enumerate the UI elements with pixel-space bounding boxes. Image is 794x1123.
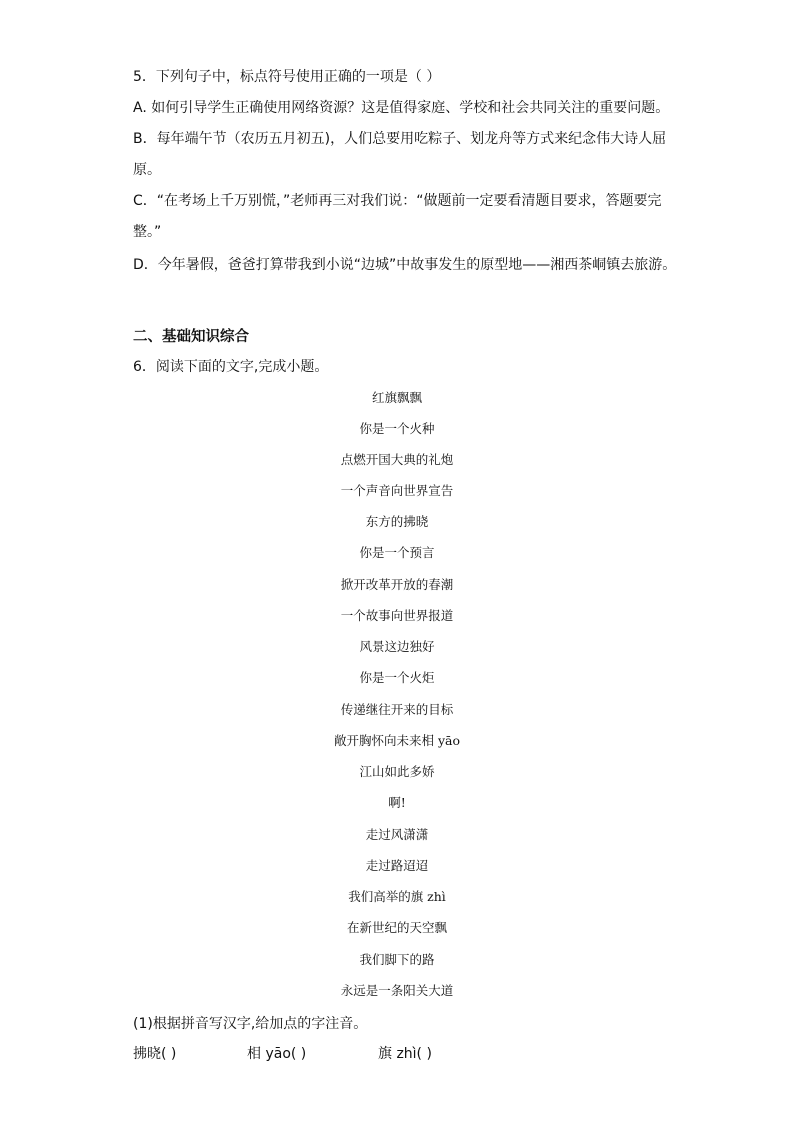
poem-line: 你是一个火种	[359, 421, 435, 436]
blank-item: 相 yāo( )	[247, 1046, 307, 1062]
poem-line: 我们高举的旗 zhì	[348, 889, 446, 904]
q5-stem: 5．下列句子中，标点符号使用正确的一项是（ ）	[133, 69, 441, 85]
poem-line: 风景这边独好	[359, 639, 435, 654]
q5-option-c: C．“在考场上千万别慌，”老师再三对我们说：“做题前一定要看清题目要求，答题要完	[133, 193, 662, 209]
poem-line: 掀开改革开放的春潮	[340, 577, 454, 592]
blank-item: 旗 zhì( )	[378, 1046, 432, 1062]
poem-line: 东方的拂晓	[365, 514, 429, 529]
poem-line: 敞开胸怀向未来相 yāo	[333, 733, 460, 748]
poem-line: 你是一个预言	[359, 545, 435, 560]
poem-line: 走过路迢迢	[365, 858, 429, 873]
q5-option-a: A. 如何引导学生正确使用网络资源？这是值得家庭、学校和社会共同关注的重要问题。	[133, 100, 670, 116]
poem-line: 啊!	[388, 795, 406, 810]
sub1-instruction: (1)根据拼音写汉字,给加点的字注音。	[133, 1016, 368, 1032]
poem-line: 永远是一条阳关大道	[340, 983, 454, 998]
q5-option-b: B．每年端午节（农历五月初五)，人们总要用吃粽子、划龙舟等方式来纪念伟大诗人屈	[133, 131, 667, 147]
poem-line: 在新世纪的天空飘	[346, 920, 447, 935]
poem-line: 红旗飘飘	[371, 390, 422, 405]
poem-line: 我们脚下的路	[359, 952, 435, 967]
q6-stem: 6．阅读下面的文字,完成小题。	[133, 359, 329, 375]
poem-line: 一个故事向世界报道	[340, 608, 454, 623]
poem-line: 你是一个火炬	[359, 670, 435, 685]
q5-option-d: D．今年暑假，爸爸打算带我到小说“边城”中故事发生的原型地——湘西茶峒镇去旅游。	[133, 257, 677, 273]
blank-item: 拂晓( )	[133, 1046, 177, 1062]
poem-line: 点燃开国大典的礼炮	[340, 452, 454, 467]
poem-line: 一个声音向世界宣告	[340, 483, 454, 498]
poem-line: 走过风潇潇	[365, 827, 429, 842]
section-heading: 二、基础知识综合	[133, 329, 249, 345]
q5-option-b-cont: 原。	[133, 162, 161, 178]
q5-option-c-cont: 整。”	[133, 224, 162, 240]
poem-line: 江山如此多娇	[359, 764, 435, 779]
poem-line: 传递继往开来的目标	[340, 702, 454, 717]
